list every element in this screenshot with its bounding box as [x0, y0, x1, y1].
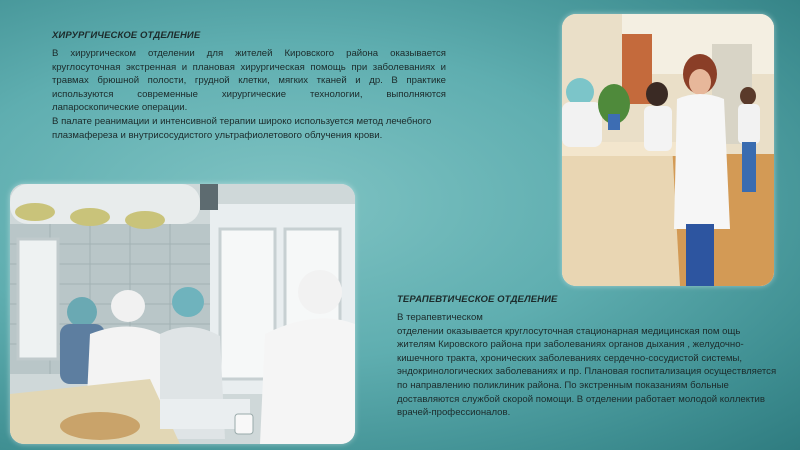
surgery-photo [10, 184, 355, 444]
therapy-heading: ТЕРАПЕВТИЧЕСКОЕ ОТДЕЛЕНИЕ [397, 294, 558, 305]
surgery-heading: ХИРУРГИЧЕСКОЕ ОТДЕЛЕНИЕ [52, 30, 201, 41]
therapy-ward-photo [562, 14, 774, 286]
therapy-section [397, 294, 781, 420]
surgery-section [52, 30, 446, 142]
surgery-paragraph-1: В хирургическом отделении для жителей Кировского района оказывается круглосуточная экстренная и плановая хирургическая помощь при заболеваниях и травмах брюшной полости, грудной клетки, мягких тканей и др. В практике используются современные хирургические технологии, выполняются лапароскопические операции. [52, 48, 446, 114]
therapy-paragraph: отделении оказывается круглосуточная стационарная медицинская пом ощь жителям Кировского района при заболеваниях органов дыхания , желудочно-кишечного тракта, хронических заболеваниях сердечно-сосудистой системы, эндокринологических заболеваниях и пр. Плановая госпитализация осуществляется по направлению поликлиник района. По экстренным показаниям больные доставляются службой скорой помощи. В отделении работает молодой коллектив врачей-профессионалов. [397, 325, 777, 419]
surgery-paragraph-2: В палате реанимации и интенсивной терапии широко используется метод лечебного плазмафереза и внутрисосудистого ультрафиолетового облучения крови. [52, 115, 432, 141]
therapy-line-1: В терапевтическом [397, 312, 483, 323]
